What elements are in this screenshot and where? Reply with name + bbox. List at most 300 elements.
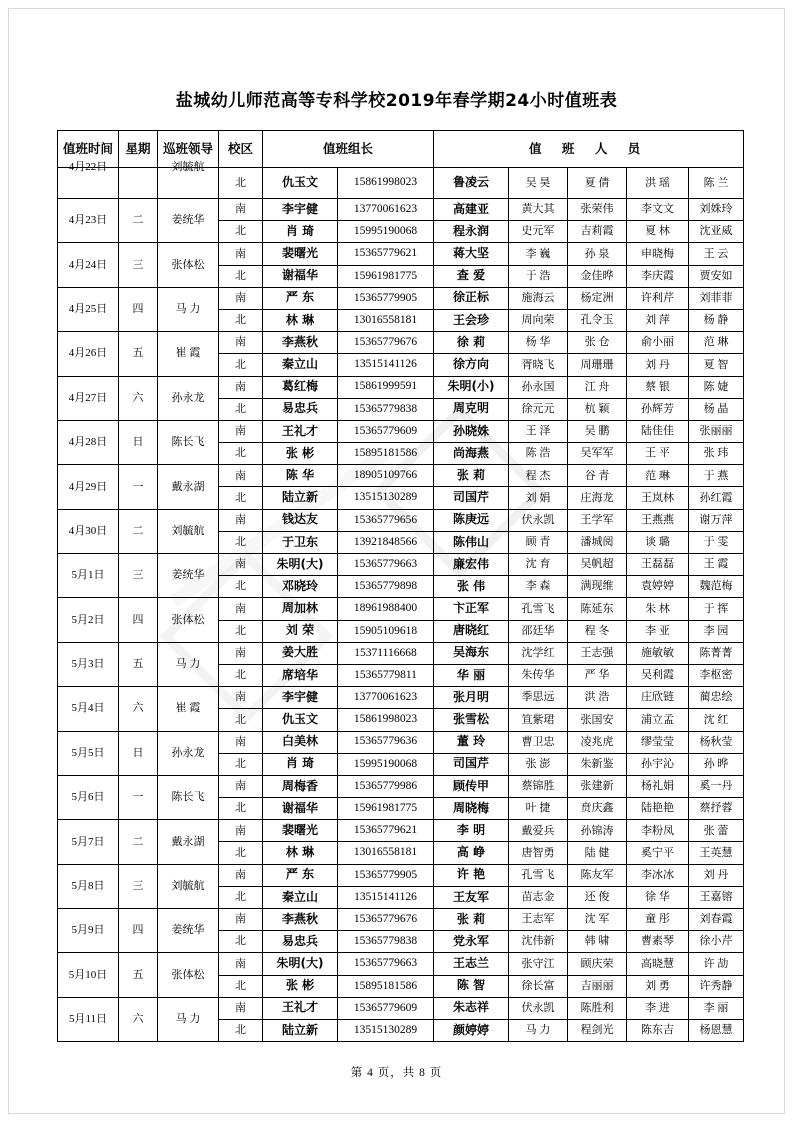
- phone-cell: 13921848566: [338, 531, 434, 553]
- staff-cell: 沈 军: [568, 909, 627, 931]
- patrol-leader-cell: 孙永龙: [158, 376, 219, 420]
- staff-cell: 于 燕: [689, 465, 744, 487]
- staff-cell: 王学军: [568, 509, 627, 531]
- campus-cell: 北: [219, 265, 263, 287]
- duty-table: [57, 130, 744, 1042]
- staff-cell: 李 巍: [509, 243, 568, 265]
- group-leader-cell: 秦立山: [263, 886, 338, 908]
- campus-cell: 北: [219, 753, 263, 775]
- staff-cell: 还 俊: [568, 886, 627, 908]
- staff-lead-cell: 党永军: [434, 931, 509, 953]
- duty-row-carryover: [58, 168, 744, 199]
- staff-cell: 李冰冰: [627, 864, 689, 886]
- staff-cell: 沈学红: [509, 642, 568, 664]
- group-leader-cell: 肖 琦: [263, 753, 338, 775]
- staff-cell: 孔雪飞: [509, 864, 568, 886]
- campus-cell: 南: [219, 287, 263, 309]
- date-cell: 5月5日: [58, 731, 119, 775]
- weekday-cell: 二: [119, 509, 158, 553]
- campus-cell: 北: [219, 309, 263, 331]
- staff-cell: 刘 丹: [627, 354, 689, 376]
- staff-cell: 王志军: [509, 909, 568, 931]
- staff-lead-cell: 廉宏伟: [434, 554, 509, 576]
- staff-lead-cell: 吴海东: [434, 642, 509, 664]
- staff-cell: 张 蕾: [689, 820, 744, 842]
- campus-cell: 北: [219, 975, 263, 997]
- staff-cell: 谈 璐: [627, 531, 689, 553]
- patrol-leader-cell: 孙永龙: [158, 731, 219, 775]
- group-leader-cell: 李宇健: [263, 199, 338, 221]
- staff-lead-cell: 鲁凌云: [434, 168, 509, 199]
- staff-cell: 李 丽: [689, 997, 744, 1019]
- campus-cell: 南: [219, 953, 263, 975]
- phone-cell: 18905109766: [338, 465, 434, 487]
- campus-cell: 南: [219, 687, 263, 709]
- staff-lead-cell: 王会珍: [434, 309, 509, 331]
- group-leader-cell: 裴曙光: [263, 820, 338, 842]
- phone-cell: 15995190068: [338, 221, 434, 243]
- group-leader-cell: 葛红梅: [263, 376, 338, 398]
- staff-lead-cell: 朱志祥: [434, 997, 509, 1019]
- patrol-leader-cell: 姜统华: [158, 199, 219, 243]
- campus-cell: 北: [219, 576, 263, 598]
- duty-row: [58, 820, 744, 842]
- header-duty-time: 值班时间: [58, 131, 119, 168]
- group-leader-cell: 陈 华: [263, 465, 338, 487]
- campus-cell: 南: [219, 820, 263, 842]
- phone-cell: 15961981775: [338, 798, 434, 820]
- staff-lead-cell: 颜婷婷: [434, 1019, 509, 1041]
- staff-cell: 李 森: [509, 576, 568, 598]
- group-leader-cell: 白美林: [263, 731, 338, 753]
- phone-cell: 15895181586: [338, 443, 434, 465]
- staff-lead-cell: 董 玲: [434, 731, 509, 753]
- page-title: 盐城幼儿师范高等专科学校2019年春学期24小时值班表: [175, 91, 618, 111]
- duty-row: [58, 554, 744, 576]
- staff-cell: 李 园: [689, 620, 744, 642]
- staff-cell: 于 雯: [689, 531, 744, 553]
- header-staff: 值 班 人 员: [434, 131, 744, 168]
- staff-cell: 夏 倩: [568, 168, 627, 199]
- staff-cell: 刘菲菲: [689, 287, 744, 309]
- staff-cell: 孙 泉: [568, 243, 627, 265]
- phone-cell: 13770061623: [338, 687, 434, 709]
- weekday-cell: 四: [119, 287, 158, 331]
- staff-cell: 吴 昊: [509, 168, 568, 199]
- group-leader-cell: 谢福华: [263, 265, 338, 287]
- staff-cell: 范 琳: [689, 332, 744, 354]
- staff-cell: 谷 青: [568, 465, 627, 487]
- campus-cell: 南: [219, 598, 263, 620]
- phone-cell: 15365779676: [338, 909, 434, 931]
- staff-lead-cell: 孙晓姝: [434, 420, 509, 442]
- weekday-cell: 二: [119, 199, 158, 243]
- staff-cell: 于 浩: [509, 265, 568, 287]
- staff-cell: 张建新: [568, 775, 627, 797]
- staff-lead-cell: 陈庚远: [434, 509, 509, 531]
- staff-cell: 刘 丹: [689, 864, 744, 886]
- duty-row: [58, 509, 744, 531]
- patrol-leader-cell: 姜统华: [158, 909, 219, 953]
- staff-cell: 吴利霞: [627, 664, 689, 686]
- campus-cell: 南: [219, 199, 263, 221]
- staff-cell: 张荣伟: [568, 199, 627, 221]
- phone-cell: 15365779663: [338, 953, 434, 975]
- weekday-cell: 三: [119, 243, 158, 287]
- staff-cell: 邵廷华: [509, 620, 568, 642]
- duty-row: [58, 687, 744, 709]
- patrol-leader-cell: 戴永湖: [158, 465, 219, 509]
- staff-cell: 徐小芹: [689, 931, 744, 953]
- patrol-leader-cell: 陈长飞: [158, 775, 219, 819]
- staff-cell: 伏永凯: [509, 997, 568, 1019]
- date-cell: 4月28日: [58, 420, 119, 464]
- duty-row: [58, 199, 744, 221]
- staff-cell: 潘城阅: [568, 531, 627, 553]
- campus-cell: 北: [219, 168, 263, 199]
- staff-cell: 夏 智: [689, 354, 744, 376]
- phone-cell: 15365779838: [338, 931, 434, 953]
- duty-row: [58, 376, 744, 398]
- staff-lead-cell: 王友军: [434, 886, 509, 908]
- staff-cell: 孙宇沁: [627, 753, 689, 775]
- staff-cell: 徐元元: [509, 398, 568, 420]
- staff-cell: 陈 婕: [689, 376, 744, 398]
- weekday-cell: 日: [119, 420, 158, 464]
- duty-row: [58, 243, 744, 265]
- phone-cell: 13770061623: [338, 199, 434, 221]
- staff-cell: 张丽丽: [689, 420, 744, 442]
- staff-lead-cell: 卞正军: [434, 598, 509, 620]
- phone-cell: 15365779905: [338, 287, 434, 309]
- staff-cell: 沈亚威: [689, 221, 744, 243]
- staff-cell: 陈延东: [568, 598, 627, 620]
- staff-lead-cell: 尚海燕: [434, 443, 509, 465]
- duty-row: [58, 332, 744, 354]
- staff-cell: 周向荣: [509, 309, 568, 331]
- date-cell: 5月10日: [58, 953, 119, 997]
- staff-lead-cell: 周晓梅: [434, 798, 509, 820]
- phone-cell: 15365779898: [338, 576, 434, 598]
- staff-cell: 浦立孟: [627, 709, 689, 731]
- staff-cell: 苗志金: [509, 886, 568, 908]
- date-cell: 5月6日: [58, 775, 119, 819]
- patrol-leader-cell: 张体松: [158, 953, 219, 997]
- staff-cell: 王 平: [627, 443, 689, 465]
- staff-lead-cell: 司国芹: [434, 487, 509, 509]
- staff-cell: 刘 娟: [509, 487, 568, 509]
- campus-cell: 北: [219, 398, 263, 420]
- phone-cell: 15365779621: [338, 243, 434, 265]
- campus-cell: 南: [219, 909, 263, 931]
- staff-cell: 许 劼: [689, 953, 744, 975]
- staff-cell: 杨恩慧: [689, 1019, 744, 1041]
- staff-cell: 许秀静: [689, 975, 744, 997]
- staff-cell: 马 力: [509, 1019, 568, 1041]
- staff-cell: 谢万萍: [689, 509, 744, 531]
- staff-cell: 满现维: [568, 576, 627, 598]
- staff-cell: 程 杰: [509, 465, 568, 487]
- staff-cell: 李文文: [627, 199, 689, 221]
- campus-cell: 北: [219, 443, 263, 465]
- staff-cell: 庄欣链: [627, 687, 689, 709]
- phone-cell: 15365779811: [338, 664, 434, 686]
- staff-cell: 张 玮: [689, 443, 744, 465]
- group-leader-cell: 陆立新: [263, 487, 338, 509]
- phone-cell: 15861998023: [338, 168, 434, 199]
- campus-cell: 南: [219, 376, 263, 398]
- staff-cell: 顾 青: [509, 531, 568, 553]
- staff-cell: 朱新鉴: [568, 753, 627, 775]
- staff-cell: 王 霞: [689, 554, 744, 576]
- staff-cell: 王嘉镕: [689, 886, 744, 908]
- campus-cell: 南: [219, 554, 263, 576]
- staff-cell: 程 冬: [568, 620, 627, 642]
- staff-cell: 陈东吉: [627, 1019, 689, 1041]
- date-cell: 5月9日: [58, 909, 119, 953]
- group-leader-cell: 周加林: [263, 598, 338, 620]
- date-cell: 5月3日: [58, 642, 119, 686]
- group-leader-cell: 肖 琦: [263, 221, 338, 243]
- group-leader-cell: 张 彬: [263, 443, 338, 465]
- staff-lead-cell: 李 明: [434, 820, 509, 842]
- campus-cell: 南: [219, 509, 263, 531]
- staff-lead-cell: 华 丽: [434, 664, 509, 686]
- staff-cell: 蔡锦胜: [509, 775, 568, 797]
- staff-cell: 张守江: [509, 953, 568, 975]
- header-campus: 校区: [219, 131, 263, 168]
- group-leader-cell: 李燕秋: [263, 332, 338, 354]
- staff-cell: 陈友军: [568, 864, 627, 886]
- group-leader-cell: 林 琳: [263, 842, 338, 864]
- phone-cell: 15895181586: [338, 975, 434, 997]
- staff-cell: 吴军军: [568, 443, 627, 465]
- phone-cell: 15905109618: [338, 620, 434, 642]
- group-leader-cell: 张 彬: [263, 975, 338, 997]
- staff-lead-cell: 张 莉: [434, 465, 509, 487]
- staff-cell: 王磊磊: [627, 554, 689, 576]
- duty-row: [58, 465, 744, 487]
- phone-cell: 15365779609: [338, 420, 434, 442]
- staff-cell: 顾庆荣: [568, 953, 627, 975]
- group-leader-cell: 周梅香: [263, 775, 338, 797]
- staff-cell: 范 琳: [627, 465, 689, 487]
- staff-cell: 陈 浩: [509, 443, 568, 465]
- phone-cell: 13016558181: [338, 842, 434, 864]
- duty-row: [58, 953, 744, 975]
- weekday-cell: 五: [119, 953, 158, 997]
- staff-cell: 俞小丽: [627, 332, 689, 354]
- campus-cell: 南: [219, 420, 263, 442]
- staff-cell: 蔺忠绘: [689, 687, 744, 709]
- date-cell: 4月22日: [58, 168, 119, 199]
- campus-cell: 北: [219, 664, 263, 686]
- staff-cell: 刘 勇: [627, 975, 689, 997]
- staff-cell: 缪莹莹: [627, 731, 689, 753]
- staff-lead-cell: 程永润: [434, 221, 509, 243]
- group-leader-cell: 席培华: [263, 664, 338, 686]
- group-leader-cell: 裴曙光: [263, 243, 338, 265]
- campus-cell: 南: [219, 997, 263, 1019]
- staff-cell: 杨 晶: [689, 398, 744, 420]
- staff-cell: 季思远: [509, 687, 568, 709]
- duty-row: [58, 731, 744, 753]
- group-leader-cell: 李燕秋: [263, 909, 338, 931]
- group-leader-cell: 朱明(大): [263, 953, 338, 975]
- campus-cell: 北: [219, 620, 263, 642]
- patrol-leader-cell: 戴永湖: [158, 820, 219, 864]
- date-cell: 4月30日: [58, 509, 119, 553]
- staff-cell: 程剑光: [568, 1019, 627, 1041]
- staff-cell: 孔雪飞: [509, 598, 568, 620]
- staff-lead-cell: 许 艳: [434, 864, 509, 886]
- phone-cell: 15861999591: [338, 376, 434, 398]
- patrol-leader-cell: 马 力: [158, 287, 219, 331]
- header-patrol-leader: 巡班领导: [158, 131, 219, 168]
- campus-cell: 南: [219, 465, 263, 487]
- weekday-cell: 六: [119, 997, 158, 1041]
- staff-cell: 孙红霞: [689, 487, 744, 509]
- staff-cell: 蔡抒蓉: [689, 798, 744, 820]
- duty-row: [58, 598, 744, 620]
- staff-cell: 陆 健: [568, 842, 627, 864]
- campus-cell: 南: [219, 642, 263, 664]
- group-leader-cell: 陆立新: [263, 1019, 338, 1041]
- staff-cell: 陆艳艳: [627, 798, 689, 820]
- staff-cell: 孙辉芳: [627, 398, 689, 420]
- campus-cell: 北: [219, 531, 263, 553]
- header-group-leader: 值班组长: [263, 131, 434, 168]
- staff-cell: 史元军: [509, 221, 568, 243]
- group-leader-cell: 谢福华: [263, 798, 338, 820]
- date-cell: 4月25日: [58, 287, 119, 331]
- staff-lead-cell: 周克明: [434, 398, 509, 420]
- staff-cell: 张 澎: [509, 753, 568, 775]
- staff-cell: 魏范梅: [689, 576, 744, 598]
- phone-cell: 15365779656: [338, 509, 434, 531]
- staff-cell: 李庆霞: [627, 265, 689, 287]
- patrol-leader-cell: 张体松: [158, 598, 219, 642]
- group-leader-cell: 仇玉文: [263, 709, 338, 731]
- staff-cell: 施敏敏: [627, 642, 689, 664]
- date-cell: 4月29日: [58, 465, 119, 509]
- campus-cell: 南: [219, 332, 263, 354]
- staff-cell: 朱传华: [509, 664, 568, 686]
- staff-cell: 陆佳佳: [627, 420, 689, 442]
- staff-cell: 袁婷婷: [627, 576, 689, 598]
- campus-cell: 北: [219, 221, 263, 243]
- group-leader-cell: 王礼才: [263, 997, 338, 1019]
- phone-cell: 15365779609: [338, 997, 434, 1019]
- staff-cell: 于 挥: [689, 598, 744, 620]
- staff-cell: 沈伟新: [509, 931, 568, 953]
- date-cell: 4月26日: [58, 332, 119, 376]
- staff-cell: 江 舟: [568, 376, 627, 398]
- group-leader-cell: 钱达友: [263, 509, 338, 531]
- staff-cell: 陈 兰: [689, 168, 744, 199]
- weekday-cell: 六: [119, 376, 158, 420]
- staff-cell: 李粉凤: [627, 820, 689, 842]
- staff-cell: 王 泽: [509, 420, 568, 442]
- staff-lead-cell: 张 伟: [434, 576, 509, 598]
- group-leader-cell: 李宇健: [263, 687, 338, 709]
- staff-cell: 周珊珊: [568, 354, 627, 376]
- campus-cell: 北: [219, 354, 263, 376]
- staff-cell: 王燕燕: [627, 509, 689, 531]
- campus-cell: 北: [219, 487, 263, 509]
- weekday-cell: 四: [119, 909, 158, 953]
- staff-cell: 孙 晔: [689, 753, 744, 775]
- staff-lead-cell: 朱明(小): [434, 376, 509, 398]
- phone-cell: 15861998023: [338, 709, 434, 731]
- staff-cell: 贾安如: [689, 265, 744, 287]
- staff-cell: 吉丽丽: [568, 975, 627, 997]
- group-leader-cell: 严 东: [263, 864, 338, 886]
- campus-cell: 北: [219, 886, 263, 908]
- staff-cell: 杨秋莹: [689, 731, 744, 753]
- staff-cell: 李 进: [627, 997, 689, 1019]
- staff-cell: 刘 萍: [627, 309, 689, 331]
- weekday-cell: 五: [119, 332, 158, 376]
- staff-cell: 高晓慧: [627, 953, 689, 975]
- duty-row: [58, 909, 744, 931]
- staff-lead-cell: 张雪松: [434, 709, 509, 731]
- phone-cell: 18961988400: [338, 598, 434, 620]
- staff-cell: 沈 红: [689, 709, 744, 731]
- date-cell: 5月8日: [58, 864, 119, 908]
- phone-cell: 15365779621: [338, 820, 434, 842]
- duty-table-body: [58, 161, 744, 1042]
- weekday-cell: 一: [119, 775, 158, 819]
- staff-lead-cell: 顾传甲: [434, 775, 509, 797]
- staff-cell: 孔令玉: [568, 309, 627, 331]
- campus-cell: 北: [219, 1019, 263, 1041]
- group-leader-cell: 姜大胜: [263, 642, 338, 664]
- phone-cell: 15371116668: [338, 642, 434, 664]
- group-leader-cell: 易忠兵: [263, 398, 338, 420]
- staff-cell: 凌兆虎: [568, 731, 627, 753]
- staff-cell: 夏 林: [627, 221, 689, 243]
- weekday-cell: 六: [119, 687, 158, 731]
- campus-cell: 南: [219, 731, 263, 753]
- group-leader-cell: 刘 荣: [263, 620, 338, 642]
- date-cell: 4月24日: [58, 243, 119, 287]
- phone-cell: 13016558181: [338, 309, 434, 331]
- staff-cell: 黄大其: [509, 199, 568, 221]
- group-leader-cell: 秦立山: [263, 354, 338, 376]
- staff-cell: 贲庆鑫: [568, 798, 627, 820]
- staff-cell: 洪 浩: [568, 687, 627, 709]
- group-leader-cell: 林 琳: [263, 309, 338, 331]
- staff-cell: 韩 啸: [568, 931, 627, 953]
- patrol-leader-cell: 刘毓航: [158, 168, 219, 199]
- staff-cell: 奚一丹: [689, 775, 744, 797]
- staff-cell: 杨定洲: [568, 287, 627, 309]
- staff-cell: 朱 林: [627, 598, 689, 620]
- patrol-leader-cell: 马 力: [158, 997, 219, 1041]
- page-number: 第 4 页，共 8 页: [350, 1067, 443, 1079]
- staff-lead-cell: 张月明: [434, 687, 509, 709]
- duty-row: [58, 287, 744, 309]
- staff-cell: 王岚林: [627, 487, 689, 509]
- campus-cell: 北: [219, 842, 263, 864]
- phone-cell: 15961981775: [338, 265, 434, 287]
- staff-cell: 杨礼娟: [627, 775, 689, 797]
- staff-cell: 胥晓飞: [509, 354, 568, 376]
- duty-row: [58, 642, 744, 664]
- weekday-cell: 二: [119, 820, 158, 864]
- staff-lead-cell: 蒋大坚: [434, 243, 509, 265]
